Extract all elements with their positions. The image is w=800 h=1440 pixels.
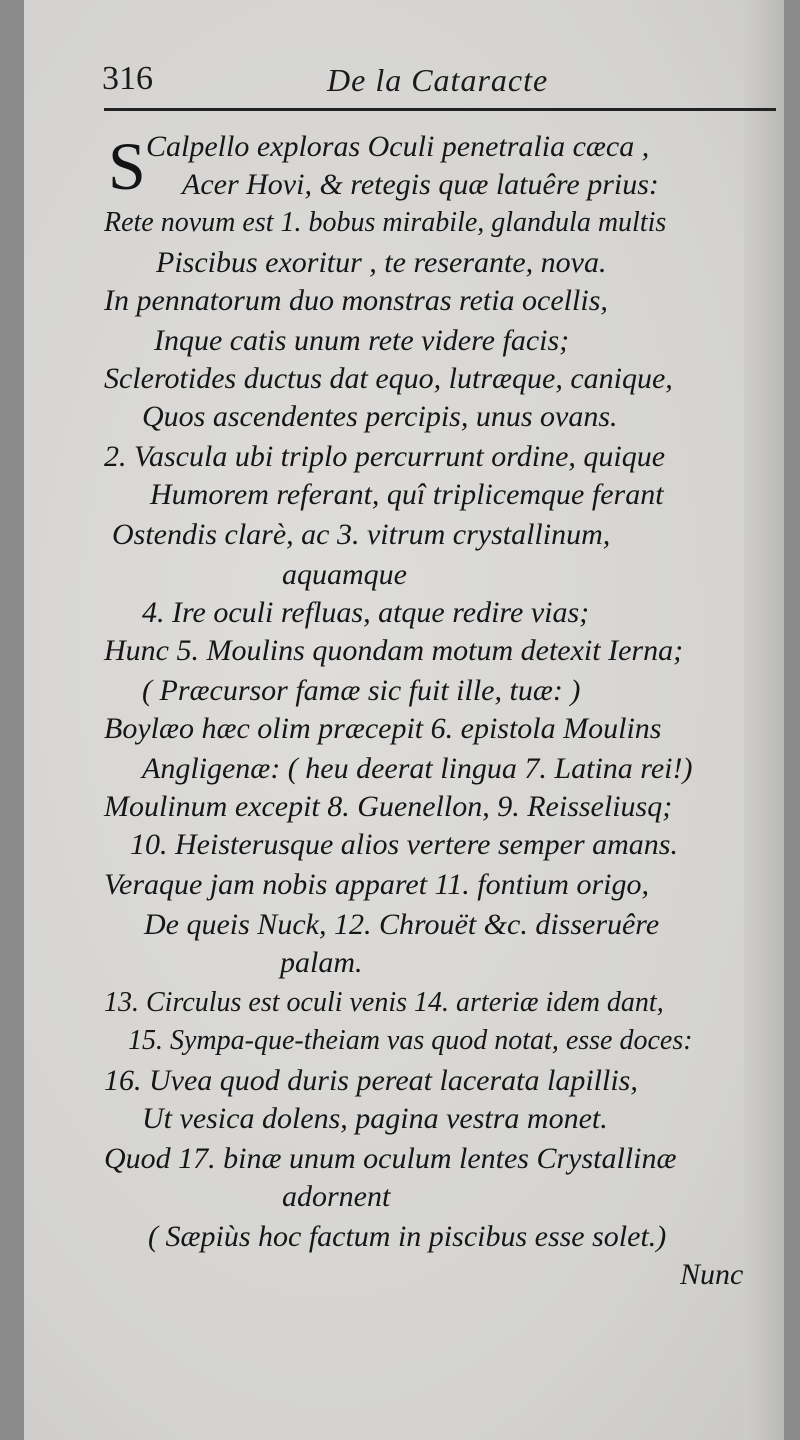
poem-line: Quod 17. binæ unum oculum lentes Crystallinæ: [104, 1142, 677, 1175]
poem-line: adornent: [282, 1180, 391, 1213]
poem-line: palam.: [280, 946, 363, 979]
poem-line: Boylæo hæc olim præcepit 6. epistola Moulins: [104, 712, 662, 745]
book-page: [24, 0, 784, 1440]
poem-line: Hunc 5. Moulins quondam motum detexit Ierna;: [104, 634, 684, 667]
poem-line: Angligenæ: ( heu deerat lingua 7. Latina rei!): [142, 752, 693, 785]
poem-line: 2. Vascula ubi triplo percurrunt ordine, quique: [104, 440, 666, 473]
poem-line: Sclerotides ductus dat equo, lutræque, canique,: [104, 362, 673, 395]
page-number: 316: [102, 60, 153, 97]
poem-line: Veraque jam nobis apparet 11. fontium origo,: [104, 868, 649, 901]
poem-line: Piscibus exoritur , te reserante, nova.: [156, 246, 607, 279]
poem-line: De queis Nuck, 12. Chrouët &c. disseruêre: [144, 908, 660, 941]
poem-line: Moulinum excepit 8. Guenellon, 9. Reisseliusq;: [104, 790, 673, 823]
poem-line: Rete novum est 1. bobus mirabile, glandula multis: [104, 207, 667, 238]
poem-line: Ut vesica dolens, pagina vestra monet.: [142, 1102, 608, 1135]
header-rule: [104, 108, 776, 111]
poem-line: 16. Uvea quod duris pereat lacerata lapillis,: [104, 1064, 638, 1097]
poem-line: ( Præcursor famæ sic fuit ille, tuæ: ): [142, 674, 581, 707]
poem-line: 13. Circulus est oculi venis 14. arteriæ idem dant,: [104, 987, 664, 1018]
running-title: De la Cataracte: [327, 62, 549, 98]
poem-line: In pennatorum duo monstras retia ocellis,: [104, 284, 608, 317]
poem-line: 15. Sympa-que-theiam vas quod notat, esse doces:: [128, 1025, 693, 1056]
poem-line: 10. Heisterusque alios vertere semper amans.: [130, 828, 678, 861]
drop-capital: S: [108, 128, 146, 204]
poem-line: 4. Ire oculi refluas, atque redire vias;: [142, 596, 590, 629]
poem-line: Calpello exploras Oculi penetralia cæca ,: [146, 130, 650, 163]
poem-line: Ostendis clarè, ac 3. vitrum crystallinum,: [112, 518, 611, 551]
poem-line: Quos ascendentes percipis, unus ovans.: [142, 400, 618, 433]
page-edge-shadow: [744, 0, 784, 1440]
poem-line: Inque catis unum rete videre facis;: [154, 324, 570, 357]
catchword: Nunc: [680, 1258, 744, 1291]
poem-line: Acer Hovi, & retegis quæ latuêre prius:: [182, 168, 659, 201]
running-header: [102, 60, 752, 104]
poem-line: ( Sæpiùs hoc factum in piscibus esse solet.): [148, 1220, 667, 1253]
poem-line: aquamque: [282, 558, 407, 591]
poem-line: Humorem referant, quî triplicemque ferant: [150, 478, 664, 511]
